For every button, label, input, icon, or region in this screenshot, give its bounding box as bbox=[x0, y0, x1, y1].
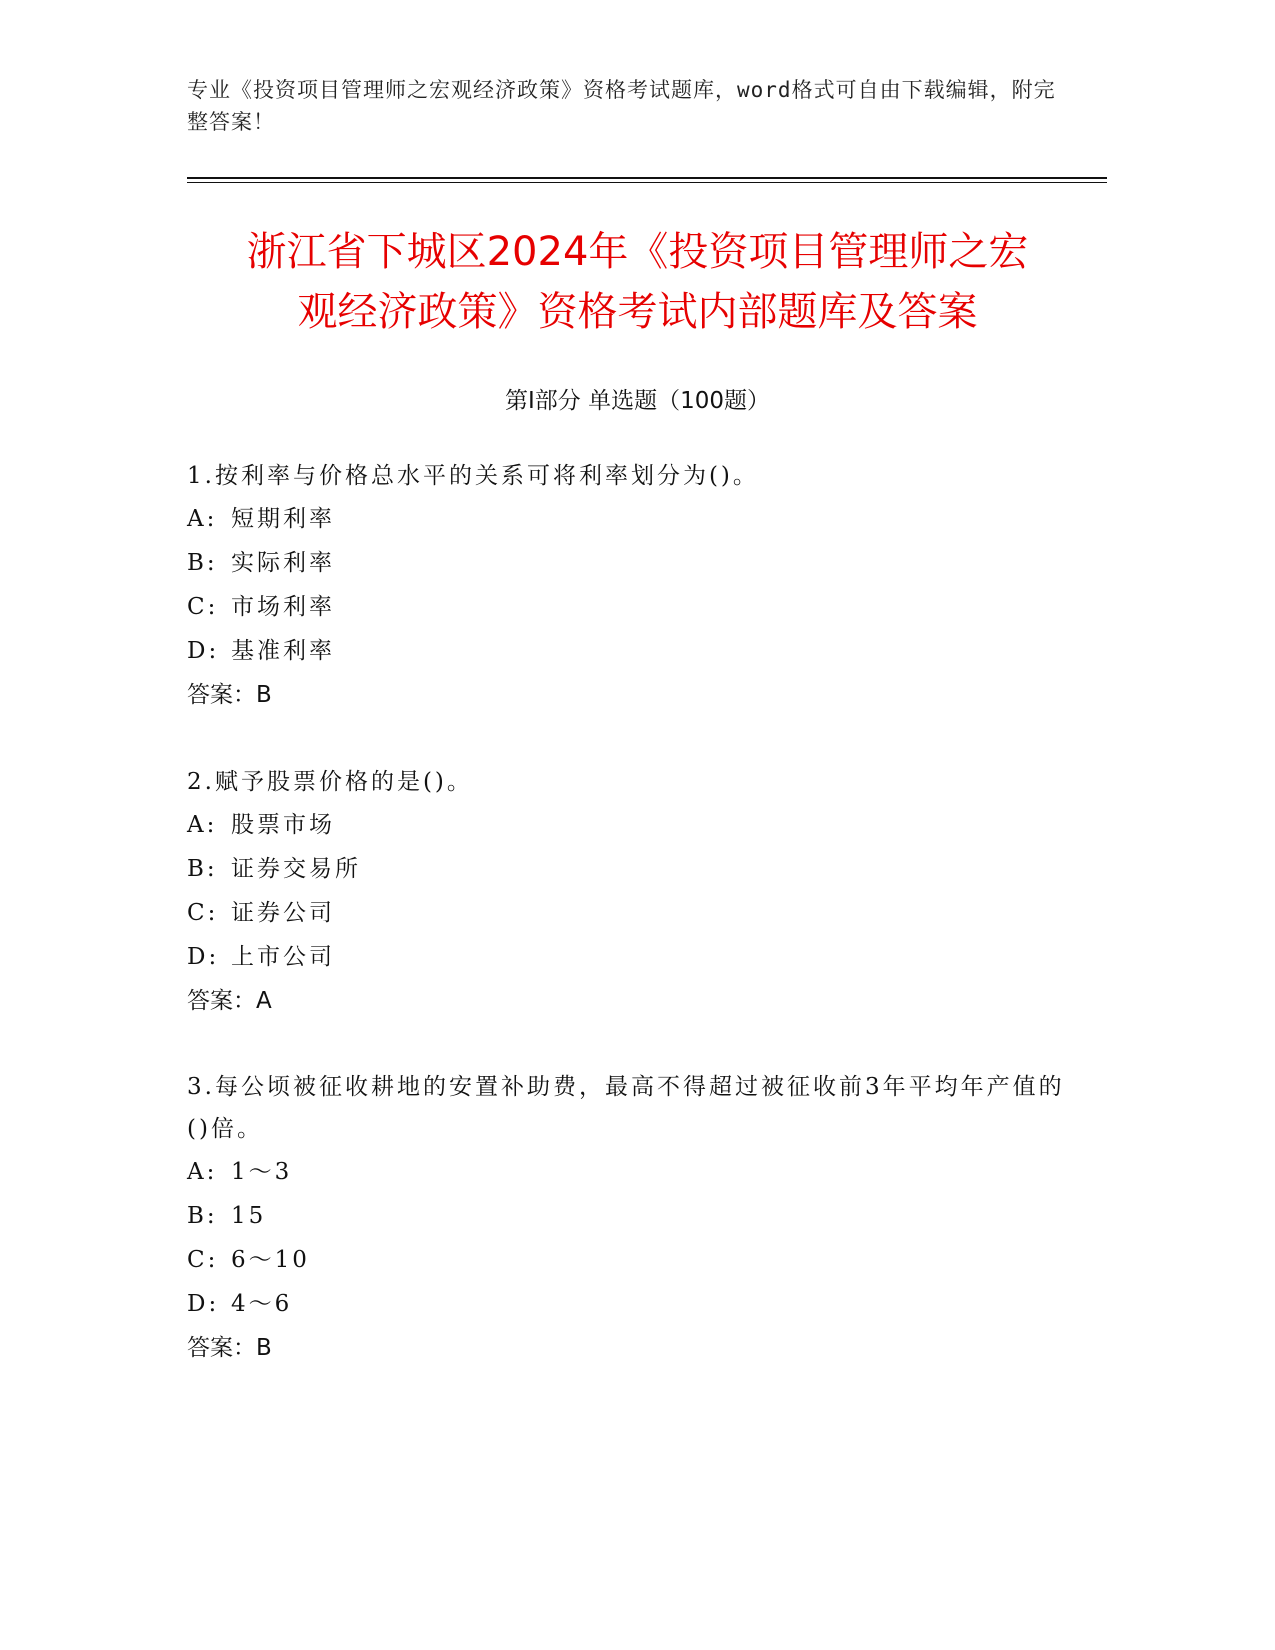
option-text: 6～10 bbox=[231, 1247, 310, 1273]
option-d bbox=[187, 1282, 1067, 1326]
option-text: 短期利率 bbox=[231, 506, 335, 532]
question-stem: 3.每公顷被征收耕地的安置补助费，最高不得超过被征收前3年平均年产值的()倍。 bbox=[187, 1074, 1065, 1142]
option-key: D: bbox=[187, 944, 220, 970]
answer-label: 答案： bbox=[187, 1335, 256, 1361]
option-text: 1～3 bbox=[231, 1159, 293, 1185]
header-rule-thick bbox=[187, 177, 1107, 179]
option-text: 证券公司 bbox=[231, 900, 335, 926]
option-c bbox=[187, 585, 1067, 629]
option-b bbox=[187, 1194, 1067, 1238]
option-text: 基准利率 bbox=[231, 638, 335, 664]
question-1 bbox=[187, 455, 1067, 717]
answer-label: 答案： bbox=[187, 682, 256, 708]
option-text: 15 bbox=[231, 1203, 267, 1229]
option-key: A: bbox=[187, 1159, 218, 1185]
option-text: 证券交易所 bbox=[231, 856, 361, 882]
option-text: 4～6 bbox=[231, 1291, 293, 1317]
answer-line bbox=[187, 1326, 1067, 1370]
option-text: 上市公司 bbox=[231, 944, 335, 970]
question-3 bbox=[187, 1066, 1067, 1370]
option-key: C: bbox=[187, 594, 219, 620]
answer-line bbox=[187, 673, 1067, 717]
option-text: 股票市场 bbox=[231, 812, 335, 838]
option-key: D: bbox=[187, 638, 220, 664]
document-title-line-1: 浙江省下城区2024年《投资项目管理师之宏 bbox=[246, 229, 1029, 275]
option-d bbox=[187, 629, 1067, 673]
option-b bbox=[187, 847, 1067, 891]
question-stem: 2.赋予股票价格的是()。 bbox=[187, 769, 473, 795]
answer-line bbox=[187, 979, 1067, 1023]
answer-label: 答案： bbox=[187, 988, 256, 1014]
option-c bbox=[187, 1238, 1067, 1282]
option-text: 市场利率 bbox=[231, 594, 335, 620]
option-key: C: bbox=[187, 900, 219, 926]
document-title-line-2: 观经济政策》资格考试内部题库及答案 bbox=[297, 289, 978, 335]
option-c bbox=[187, 891, 1067, 935]
option-b bbox=[187, 541, 1067, 585]
answer-value: B bbox=[256, 682, 272, 708]
option-a bbox=[187, 1150, 1067, 1194]
option-key: D: bbox=[187, 1291, 220, 1317]
header-note: 专业《投资项目管理师之宏观经济政策》资格考试题库，word格式可自由下载编辑，附完整答案！ bbox=[187, 78, 1056, 134]
option-key: A: bbox=[187, 506, 218, 532]
question-2 bbox=[187, 761, 1067, 1023]
answer-value: B bbox=[256, 1335, 272, 1361]
option-key: C: bbox=[187, 1247, 219, 1273]
option-text: 实际利率 bbox=[231, 550, 335, 576]
option-d bbox=[187, 935, 1067, 979]
section-title: 第Ⅰ部分 单选题（100题） bbox=[505, 388, 770, 414]
option-key: B: bbox=[187, 1203, 218, 1229]
option-key: B: bbox=[187, 856, 218, 882]
option-key: B: bbox=[187, 550, 218, 576]
header-rule-thin bbox=[187, 182, 1107, 183]
question-stem: 1.按利率与价格总水平的关系可将利率划分为()。 bbox=[187, 463, 759, 489]
document-title bbox=[150, 222, 1125, 342]
option-a bbox=[187, 497, 1067, 541]
option-key: A: bbox=[187, 812, 218, 838]
option-a bbox=[187, 803, 1067, 847]
answer-value: A bbox=[256, 988, 272, 1014]
